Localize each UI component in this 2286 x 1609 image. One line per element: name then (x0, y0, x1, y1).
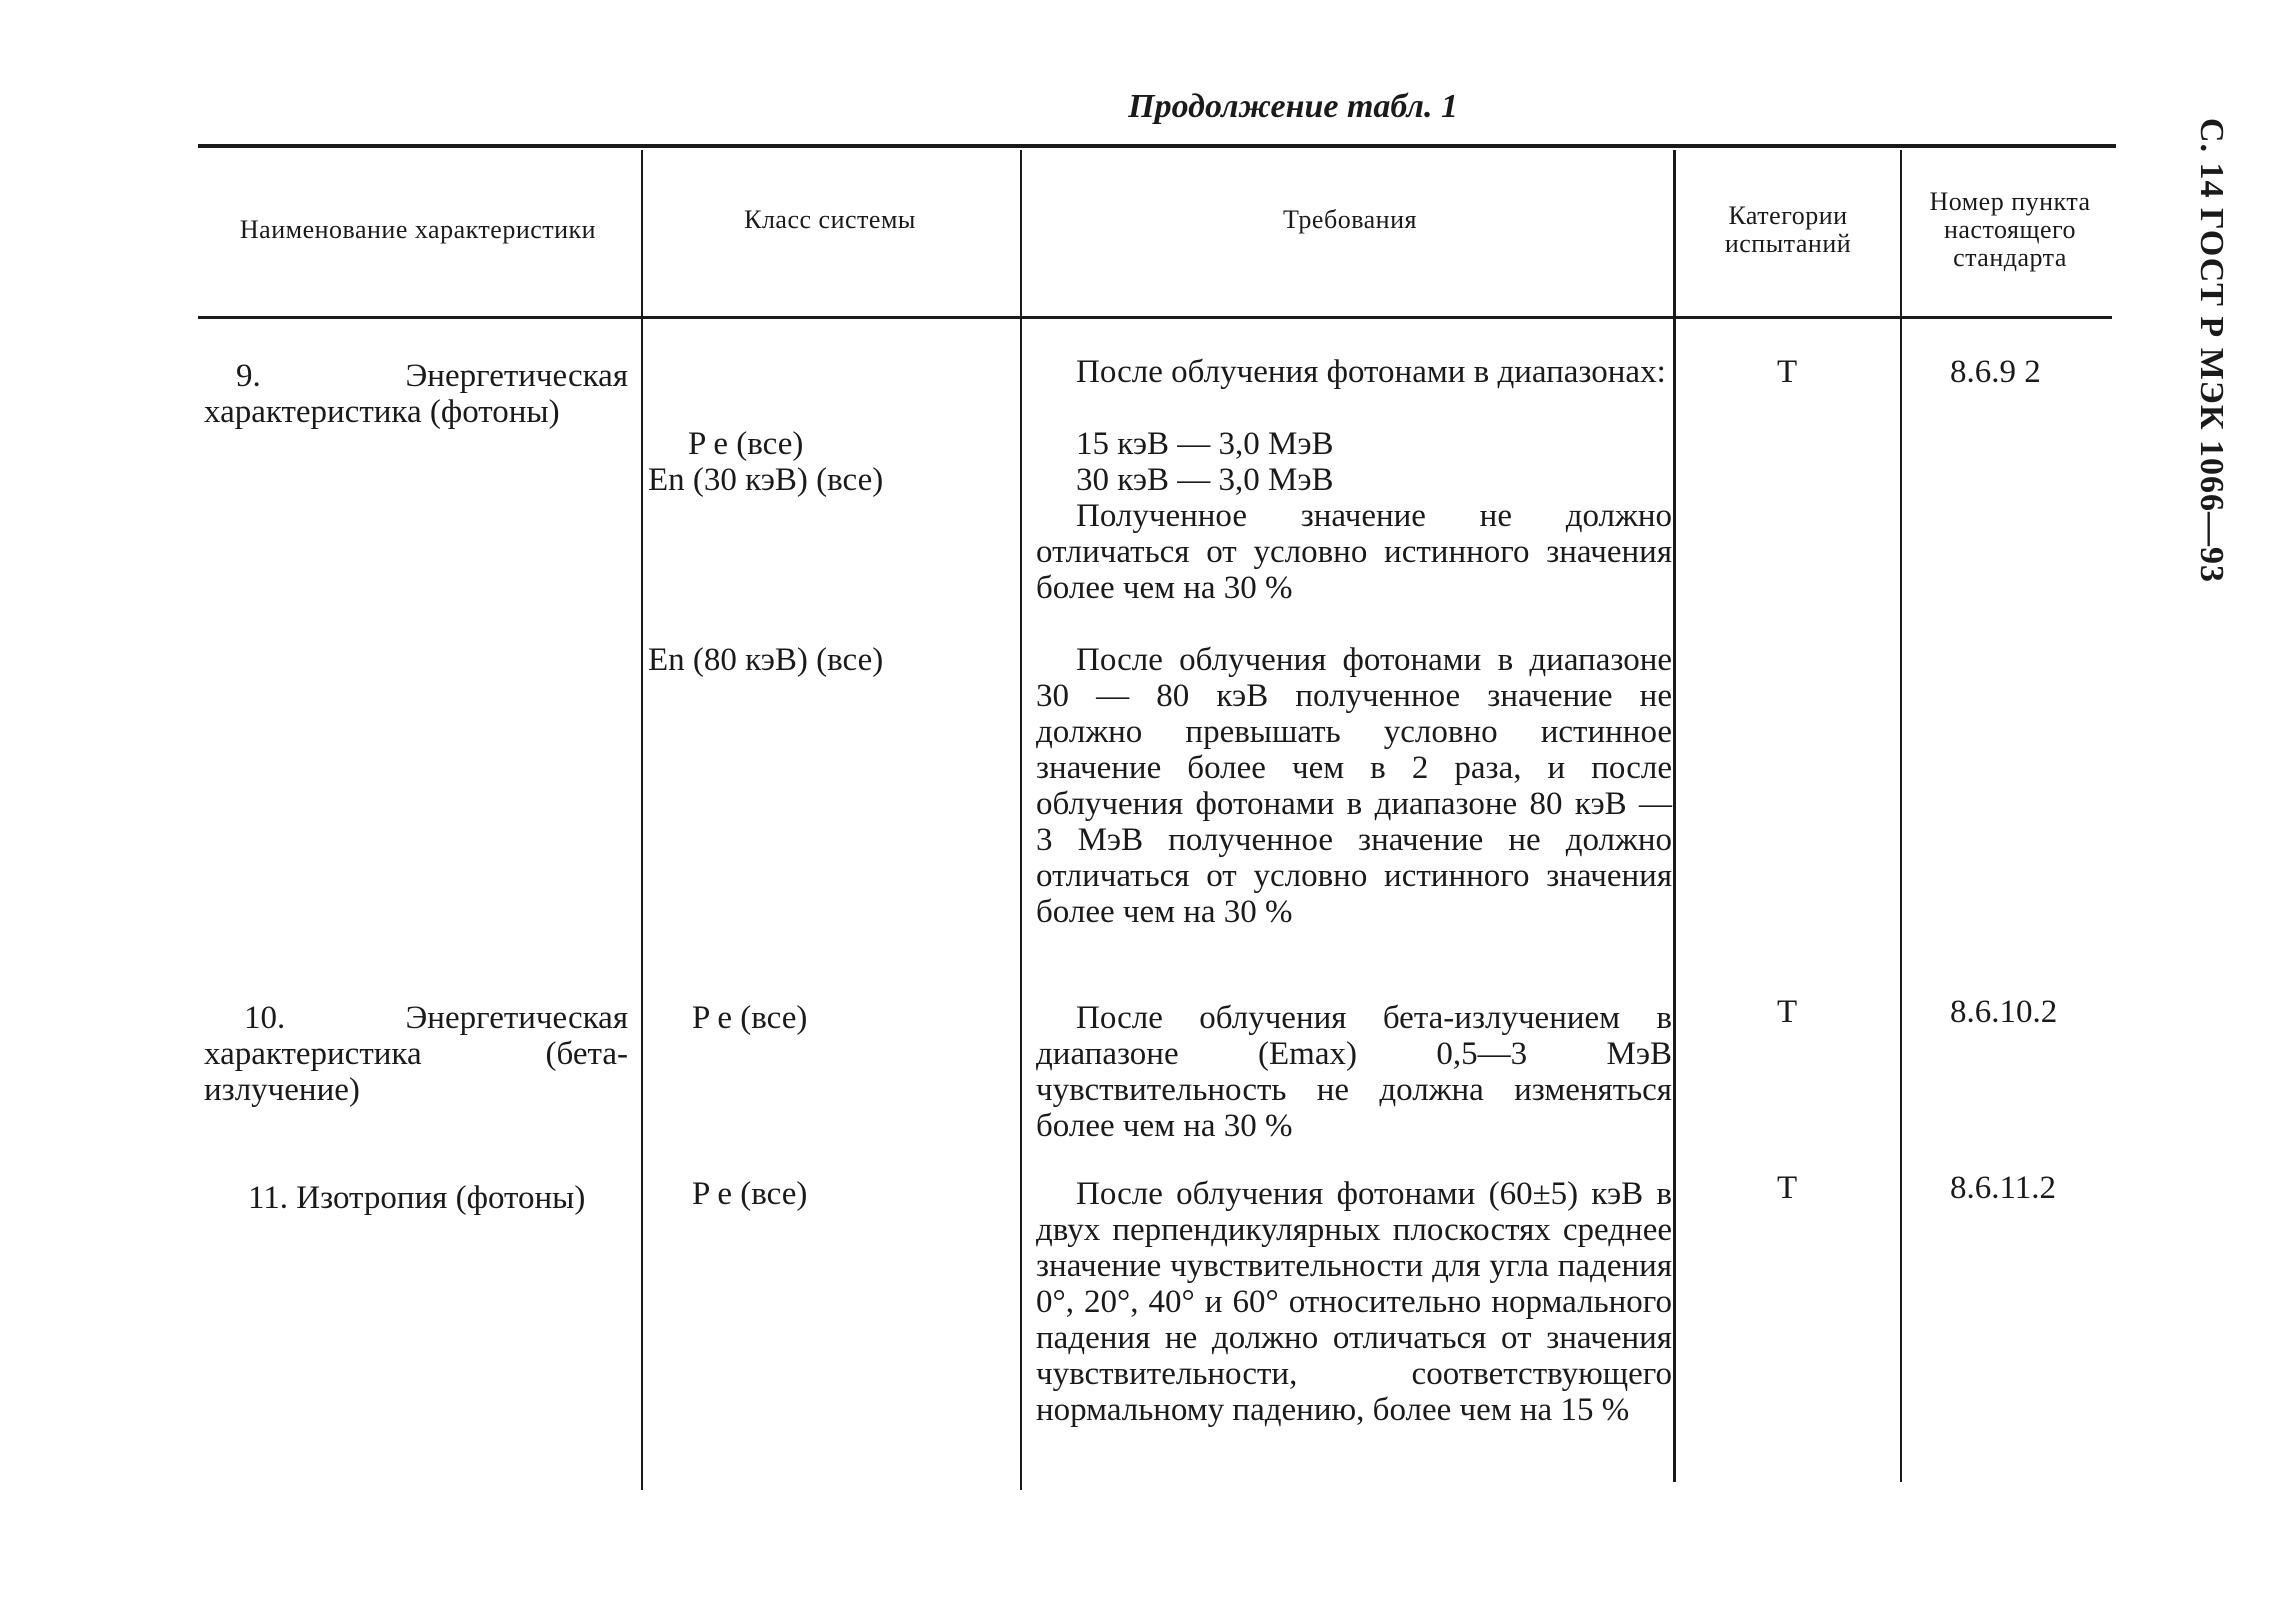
col-divider-1 (641, 150, 643, 1490)
row-10-clause: 8.6.10.2 (1950, 994, 2058, 1030)
col-divider-3 (1673, 150, 1676, 1482)
row-11-clause: 8.6.11.2 (1950, 1170, 2057, 1206)
row-11-test-category: Т (1777, 1170, 1798, 1206)
table-header-rule (198, 316, 2112, 319)
col-header-requirements: Требования (1283, 205, 1417, 234)
row-9-requirement-intro: После облучения фотонами в диапазонах: (1076, 354, 1666, 390)
page-side-header: С. 14 ГОСТ Р МЭК 1066—93 (2193, 118, 2230, 584)
row-10-test-category: Т (1777, 994, 1798, 1030)
row-11-class: P e (все) (692, 1176, 808, 1212)
row-9-requirement-80kev: После облучения фотонами в диапазоне 30 — 80 кэВ полученное значение не должно превышать условно истинное значение более чем в 2 раза, и после облучения фотонами в диапазоне 80 кэВ — 3 МэВ полученное значение не должно отличаться от условно истинного значения более чем на 30 % (1036, 642, 1672, 930)
row-9-requirement-range-2: 30 кэВ — 3,0 МэВ (1076, 462, 1334, 498)
row-10-requirement: После облучения бета-излучением в диапазоне (Emax) 0,5—3 МэВ чувствительность не должна изменяться более чем на 30 % (1036, 1000, 1672, 1144)
row-9-clause: 8.6.9 2 (1950, 354, 2041, 390)
row-9-test-category: Т (1777, 354, 1798, 390)
row-9-class-en80: En (80 кэВ) (все) (648, 642, 884, 678)
col-header-clause: Номер пункта настоящего стандарта (1929, 187, 2091, 272)
col-divider-4 (1900, 150, 1902, 1482)
row-11-requirement: После облучения фотонами (60±5) кэВ в двух перпендикулярных плоскостях среднее значение чувствительности для угла падения 0°, 20°, 40° и 60° относительно нормального падения не должно отличаться от значения чувствительности, соответствующего нормальному падению, более чем на 15 % (1036, 1176, 1672, 1428)
continuation-label: Продолжение табл. 1 (1128, 88, 1458, 125)
col-header-class: Класс системы (744, 205, 916, 234)
row-10-class: P e (все) (692, 1000, 808, 1036)
table-top-rule (198, 144, 2116, 148)
row-11-name: 11. Изотропия (фотоны) (248, 1180, 586, 1216)
row-9-name: 9. Энергетическая характеристика (фотоны) (204, 358, 628, 430)
row-10-name: 10. Энергетическая характеристика (бета-излучение) (204, 1000, 628, 1108)
row-9-class-en30: En (30 кэВ) (все) (648, 462, 884, 498)
col-divider-2 (1020, 150, 1022, 1490)
col-header-name: Наименование характеристики (239, 215, 597, 244)
row-9-requirement-result: Полученное значение не должно отличаться от условно истинного значения более чем на 30 % (1036, 498, 1672, 606)
row-9-requirement-range-1: 15 кэВ — 3,0 МэВ (1076, 426, 1334, 462)
row-9-class-pe: P e (все) (688, 426, 804, 462)
col-header-test-category: Категории испытаний (1724, 201, 1852, 258)
